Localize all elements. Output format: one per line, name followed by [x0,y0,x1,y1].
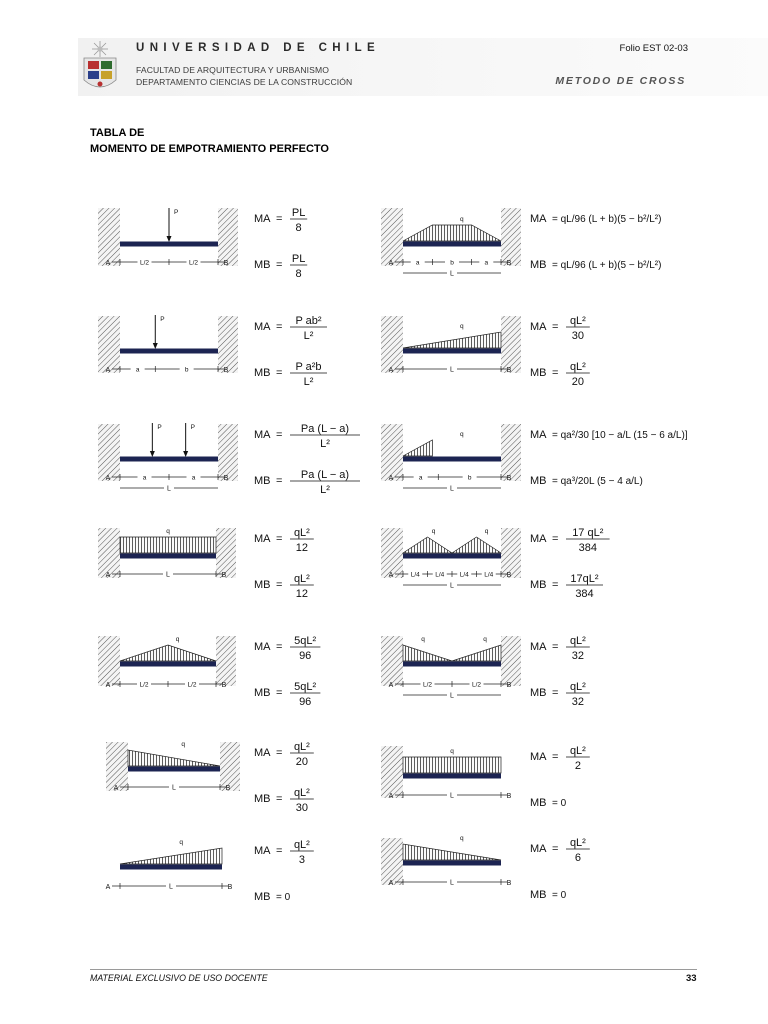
right-wall [216,528,236,578]
support-label-a: A [388,880,394,887]
formula-numerator: 17 qL² [572,527,604,539]
load-label: q [459,431,464,438]
formula-lhs-a: MA [530,533,547,545]
case-trapezoidal-load [381,208,661,278]
right-wall [501,208,521,266]
segment-label: L/4 [410,571,420,579]
beam [128,767,220,772]
formula-lhs-b: MB [254,475,271,487]
faculty-name: FACULTAD DE ARQUITECTURA Y URBANISMO [136,65,330,75]
span-label: L [450,366,454,374]
formula-numerator: 17qL² [570,573,599,585]
span-label: L [450,270,454,278]
span-label: L [450,485,454,493]
left-triangle-block [403,645,452,661]
formula-numerator: qL² [569,837,586,849]
left-wall [381,208,403,266]
formula-lhs-a: MA [254,641,271,653]
support-label-b: B [223,475,229,482]
beam [403,242,501,247]
page-title-line-1: TABLA DE [90,127,145,139]
department-name: DEPARTAMENTO CIENCIAS DE LA CONSTRUCCIÓN [136,77,353,87]
support-label-b: B [506,572,512,579]
case-triangular-decreasing [106,741,314,814]
case-propped-triangular-increasing [106,839,314,903]
formula-denominator: 8 [295,222,302,234]
load-label: P [174,209,179,216]
segment-label: b [450,259,454,267]
support-label-a: A [388,367,394,374]
point-load-arrow-head [167,236,172,242]
equals-sign: = [276,793,283,805]
formula-denominator: 384 [578,542,597,554]
formula-numerator: qL² [569,635,586,647]
segment-label: L/2 [188,259,199,267]
formula-lhs-b: MB [530,367,547,379]
right-triangle-block [452,645,501,661]
support-label-b: B [223,367,229,374]
support-label-b: B [506,367,512,374]
right-triangle-block [452,537,501,553]
span-label: L [172,784,176,792]
left-wall [381,528,403,578]
segment-label: b [467,474,472,482]
formula-numerator: qL² [569,361,586,373]
support-label-a: A [105,260,111,267]
case-inverted-triangular [381,635,590,708]
beam [120,554,216,559]
formula-denominator: 32 [571,650,585,662]
segment-label: L/2 [139,259,150,267]
partial-triangular-block [403,440,432,456]
span-label: L [450,582,454,590]
uniform-load-block [120,537,216,553]
formula-lhs-a: MA [254,321,271,333]
formula-lhs-a: MA [530,429,547,441]
equals-sign: = [276,213,283,225]
beam [120,865,222,870]
load-label: P [160,316,165,323]
equals-sign: = [276,579,283,591]
formula-denominator: L² [320,438,330,450]
support-label-b: B [221,572,227,579]
formula-numerator: Pa (L − a) [300,469,350,481]
segment-label: L/2 [422,681,433,689]
right-wall [220,742,240,791]
left-wall [381,838,403,885]
left-wall [98,208,120,266]
formula-numerator: qL² [293,741,310,753]
formula-lhs-b: MB [254,579,271,591]
case-point-load-offset [98,315,327,388]
right-wall [216,636,236,686]
load-label: q [175,636,180,643]
formula-lhs-b: MB [254,367,271,379]
equals-sign: = [276,533,283,545]
support-label-a: A [388,260,394,267]
beam [120,457,218,462]
segment-label: L/2 [139,681,149,689]
formula-denominator: 96 [299,696,312,708]
load-label-2: q [483,636,487,643]
left-wall [106,742,128,791]
support-label-a: A [388,475,394,482]
formula-expression: = qa³/20L (5 − 4 a/L) [552,476,643,487]
left-wall [381,424,403,481]
beam [120,662,216,667]
equals-sign: = [552,533,559,545]
formula-numerator: qL² [569,315,586,327]
left-wall [98,528,120,578]
case-uniform-load [98,527,314,600]
formula-denominator: 96 [299,650,312,662]
support-label-a: A [105,682,111,689]
equals-sign: = [552,751,559,763]
support-label-a: A [105,367,111,374]
section-title: METODO DE CROSS [555,75,686,87]
formula-denominator: 20 [295,756,309,768]
span-label: L [166,571,170,579]
footer-note: MATERIAL EXCLUSIVO DE USO DOCENTE [90,973,268,983]
beam [403,774,501,779]
support-label-a: A [113,785,119,792]
case-cantilever-uniform [381,745,590,809]
segment-label: L/2 [187,681,197,689]
folio-label: Folio EST 02-03 [619,43,688,54]
case-point-load-center [98,207,307,280]
formula-numerator: P ab² [295,315,322,327]
segment-label: a [142,474,147,482]
formula-denominator: 20 [571,376,585,388]
equals-sign: = [276,845,283,857]
formula-lhs-b: MB [530,797,547,809]
beam [120,349,218,354]
left-wall [98,636,120,686]
left-wall [381,316,403,373]
triangular-load-block [128,750,220,766]
span-label: L [450,879,454,887]
point-load-arrow-head [153,343,158,349]
load-label: q [459,835,464,842]
equals-sign: = [552,579,559,591]
formula-lhs-a: MA [530,843,547,855]
equals-sign: = [552,321,559,333]
case-triangular-symmetric [98,635,320,708]
right-wall [501,636,521,686]
formula-denominator: 12 [295,588,309,600]
right-wall [501,528,521,578]
formula-lhs-b: MB [530,579,547,591]
case-double-triangular [381,527,610,600]
case-two-point-loads [98,423,360,496]
right-wall [501,424,521,481]
load-label: q [450,748,454,755]
load-label-1: q [431,528,436,535]
case-partial-triangular [381,424,688,493]
support-label-b: B [506,793,512,800]
segment-label: a [415,259,420,267]
formula-expression: = 0 [552,798,567,809]
formula-lhs-a: MA [530,751,547,763]
formula-lhs-b: MB [254,891,271,903]
span-label: L [450,692,454,700]
load-label: q [179,839,184,846]
formula-denominator: 32 [571,696,585,708]
formula-denominator: 30 [571,330,585,342]
equals-sign: = [552,687,559,699]
beam [403,861,501,866]
formula-numerator: qL² [293,787,310,799]
support-label-a: A [388,793,394,800]
segment-label: a [484,259,489,267]
formula-lhs-a: MA [530,213,547,225]
formula-numerator: PL [291,253,306,265]
formula-numerator: 5qL² [294,635,317,647]
formula-lhs-b: MB [530,687,547,699]
formula-lhs-b: MB [254,259,271,271]
formula-denominator: 3 [298,854,305,866]
equals-sign: = [276,321,283,333]
triangular-load-block [120,848,222,864]
load-label: q [459,216,464,223]
formula-denominator: 12 [295,542,309,554]
segment-label: a [191,474,196,482]
segment-label: a [418,474,423,482]
footer-rule [90,969,697,970]
equals-sign: = [276,475,283,487]
segment-label: L/4 [435,571,445,579]
support-label-b: B [223,260,229,267]
formula-lhs-a: MA [254,747,271,759]
equals-sign: = [552,641,559,653]
uniform-load-block [403,757,501,773]
formula-denominator: 30 [295,802,309,814]
equals-sign: = [276,747,283,759]
load-label: q [166,528,170,535]
support-label-a: A [105,884,111,891]
left-wall [381,746,403,798]
support-label-b: B [506,880,512,887]
load-label-2: q [484,528,489,535]
equals-sign: = [552,843,559,855]
support-label-b: B [225,785,231,792]
support-label-b: B [227,884,233,891]
formula-lhs-b: MB [530,889,547,901]
left-wall [381,636,403,686]
left-wall [98,424,120,481]
support-label-b: B [506,682,512,689]
beam [120,242,218,247]
equals-sign: = [276,259,283,271]
formula-lhs-a: MA [254,533,271,545]
case-cantilever-triangular [381,835,590,901]
formula-denominator: L² [303,330,314,342]
formula-lhs-a: MA [530,321,547,333]
load-label-1: q [421,636,425,643]
page-number: 33 [686,973,697,984]
left-wall [98,316,120,373]
formula-numerator: qL² [569,745,586,757]
segment-label: a [135,366,140,374]
segment-label: L/4 [459,571,469,579]
university-name: UNIVERSIDAD DE CHILE [136,42,381,54]
trapezoid-load-block [403,225,501,241]
equals-sign: = [276,367,283,379]
case-triangular-increasing-full [381,315,590,388]
segment-label: b [184,366,189,374]
formula-lhs-a: MA [254,845,271,857]
formula-lhs-a: MA [530,641,547,653]
load-label-2: P [190,424,196,431]
support-label-a: A [388,682,394,689]
support-label-b: B [506,475,512,482]
formula-expression: = 0 [552,890,567,901]
formula-expression: = qa²/30 [10 − a/L (15 − 6 a/L)] [552,430,688,441]
formula-denominator: 384 [575,588,594,600]
formula-lhs-b: MB [254,793,271,805]
formula-lhs-b: MB [530,259,547,271]
formula-numerator: 5qL² [294,681,317,693]
load-label-1: P [157,424,162,431]
right-wall [501,316,521,373]
span-label: L [169,883,173,891]
support-label-a: A [105,475,111,482]
support-label-a: A [388,572,394,579]
beam [403,349,501,354]
beam [403,457,501,462]
formula-lhs-b: MB [530,475,547,487]
formula-expression: = 0 [276,892,291,903]
formula-numerator: Pa (L − a) [300,423,350,435]
formula-denominator: 8 [295,268,302,280]
beam [403,554,501,559]
formula-denominator: L² [320,484,330,496]
beam [403,662,501,667]
triangular-load-block [120,645,216,661]
triangular-load-block [403,332,501,348]
formula-lhs-a: MA [254,213,271,225]
load-label: q [181,741,186,748]
formula-numerator: qL² [293,573,310,585]
triangular-load-block [403,844,501,860]
formula-numerator: PL [291,207,306,219]
left-triangle-block [403,537,452,553]
segment-label: L/2 [471,681,482,689]
formula-numerator: qL² [569,681,586,693]
formula-numerator: P a²b [295,361,322,373]
formula-expression: = qL/96 (L + b)(5 − b²/L²) [552,214,662,225]
point-load-arrow-1-head [150,451,155,457]
right-wall [218,316,238,373]
span-label: L [450,792,454,800]
formula-lhs-b: MB [254,687,271,699]
support-label-a: A [105,572,111,579]
page-title-line-2: MOMENTO DE EMPOTRAMIENTO PERFECTO [90,143,329,155]
right-wall [218,424,238,481]
right-wall [218,208,238,266]
point-load-arrow-2-head [183,451,188,457]
formula-denominator: 6 [574,852,581,864]
support-label-b: B [221,682,227,689]
equals-sign: = [276,429,283,441]
formula-denominator: L² [303,376,314,388]
support-label-b: B [506,260,512,267]
span-label: L [167,485,171,493]
formula-numerator: qL² [293,527,310,539]
segment-label: L/4 [484,571,494,579]
equals-sign: = [276,641,283,653]
formula-denominator: 2 [574,760,581,772]
load-label: q [459,323,464,330]
formula-expression: = qL/96 (L + b)(5 − b²/L²) [552,260,662,271]
equals-sign: = [552,367,559,379]
equals-sign: = [276,687,283,699]
formula-numerator: qL² [293,839,310,851]
formula-lhs-a: MA [254,429,271,441]
